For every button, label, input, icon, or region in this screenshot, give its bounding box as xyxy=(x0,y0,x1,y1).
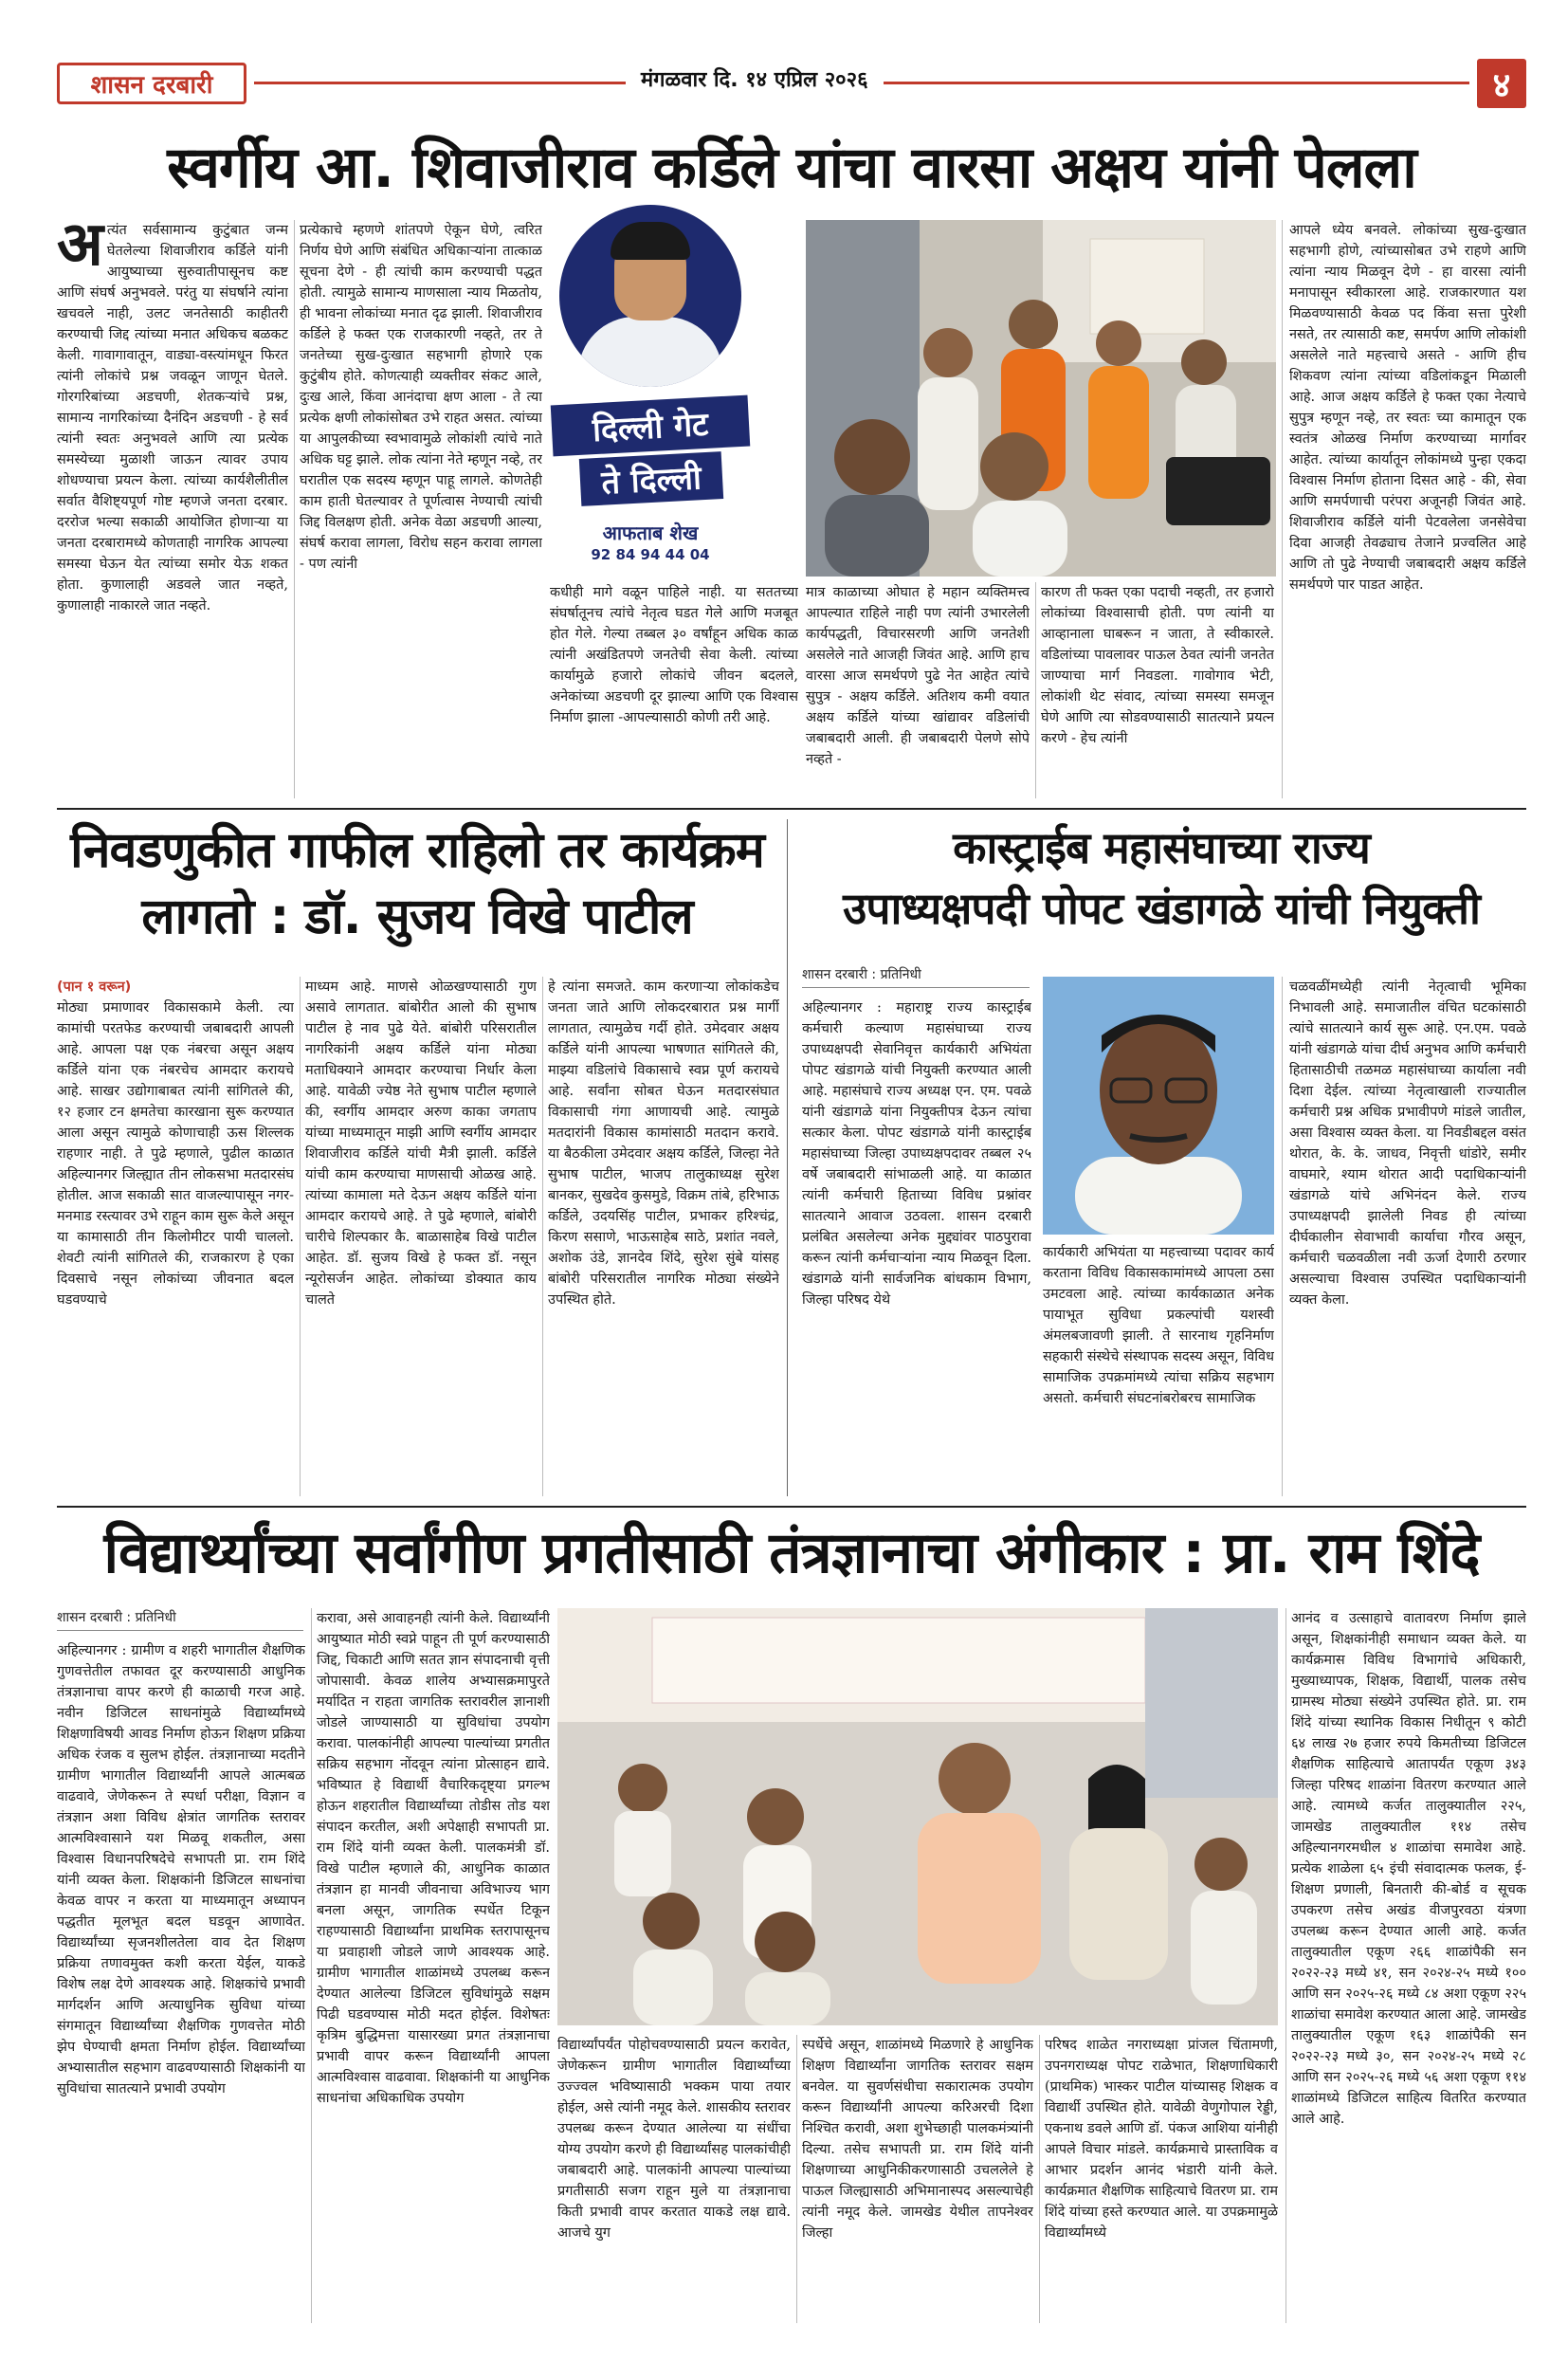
story3-col1: अहिल्यानगर : महाराष्ट्र राज्य कास्ट्राईब कर्मचारी कल्याण महासंघाच्या राज्य उपाध्यक्षपदी सेवानिवृत्त कार्यकारी अभियंता पोपट खंडागळे यांची नियुक्ती करण्यात आली आहे. महासंघाचे राज्य अध्यक्ष एन. एम. पवळे यांनी खंडागळे यांना नियुक्तीपत्र देऊन त्यांचा सत्कार केला. पोपट खंडागळे यांनी कास्ट्राईब महासंघाच्या जिल्हा उपाध्यक्षपदावर तब्बल २५ वर्षे जबाबदारी सांभाळली आहे. या काळात त्यांनी कर्मचारी हिताच्या विविध प्रश्नांवर सातत्याने आवाज उठवला. शासन दरबारी प्रलंबित असलेल्या अनेक मुद्द्यांवर पाठपुरावा करून त्यांनी कर्मचाऱ्यांना न्याय मिळवून दिला. खंडागळे यांनी सार्वजनिक बांधकाम विभाग, जिल्हा परिषद येथे xyxy=(802,1000,1031,1308)
column-divider xyxy=(311,1608,312,2323)
story2-col1-text: मोठ्या प्रमाणावर विकासकामे केली. त्या कामांची परतफेड करण्याची जबाबदारी आपली आहे. आपला पक्ष एक नंबरचा असून अक्षय कर्डिले यांना एक नंबरचेच आमदार करायचे आहे. साखर उद्योगाबाबत त्यांनी सांगितले की, १२ हजार टन क्षमतेचा कारखाना सुरू करण्यात आला असून त्यामुळे कोणाचाही ऊस शिल्लक राहणार नाही. ते पुढे म्हणाले, पुढील काळात अहिल्यानगर जिल्ह्यात तीन लोकसभा मतदारसंघ होतील. आज सकाळी सात वाजल्यापासून नगर-मनमाड रस्त्यावर उभे राहून काम सुरू केले असून या कामासाठी तीन किलोमीटर पायी चाललो. शेवटी त्यांनी सांगितले की, राजकारण हे एका दिवसाचे नसून लोकांच्या जीवनात बदल घडवण्याचे xyxy=(57,1000,294,1308)
story4-col6: आनंद व उत्साहाचे वातावरण निर्माण झाले असून, शिक्षकांनीही समाधान व्यक्त केले. या कार्यक्रमास विविध विभागांचे अधिकारी, मुख्याध्यापक, शिक्षक, विद्यार्थी, पालक तसेच ग्रामस्थ मोठ्या संख्येने उपस्थित होते. प्रा. राम शिंदे यांच्या स्थानिक विकास निधीतून ९ कोटी ६४ लाख २७ हजार रुपये किमतीच्या डिजिटल शैक्षणिक साहित्याचे आतापर्यंत एकूण ३४३ जिल्हा परिषद शाळांना वितरण करण्यात आले आहे. त्यामध्ये कर्जत तालुक्यातील २२५, जामखेड तालुक्यातील ११४ तसेच अहिल्यानगरमधील ४ शाळांचा समावेश आहे. प्रत्येक शाळेला ६५ इंची संवादात्मक फलक, ई-शिक्षण प्रणाली, बिनतारी की-बोर्ड व सूचक उपकरण तसेच अखंड वीजपुरवठा यंत्रणा उपलब्ध करून देण्यात आली आहे. कर्जत तालुक्यातील एकूण २६६ शाळांपैकी सन २०२२-२३ मध्ये ४१, सन २०२४-२५ मध्ये १०० आणि सन २०२५-२६ मध्ये ८४ अशा एकूण २२५ शाळांचा समावेश करण्यात आला आहे. जामखेड तालुक्यातील एकूण १६३ शाळांपैकी सन २०२२-२३ मध्ये ३०, सन २०२४-२५ मध्ये २८ आणि सन २०२५-२६ मध्ये ५६ अशा एकूण ११४ शाळांमध्ये डिजिटल साहित्य वितरित करण्यात आले आहे. xyxy=(1291,1611,1526,2127)
story1-col4: मात्र काळाच्या ओघात हे महान व्यक्तिमत्त्व आपल्यात राहिले नाही पण त्यांनी उभारलेली कार्यपद्धती, विचारसरणी आणि जनतेशी असलेले नाते आजही जिवंत आहे. आणि हाच वारसा आज समर्थपणे पुढे नेत आहेत त्यांचे सुपुत्र - अक्षय कर्डिले. अतिशय कमी वयात अक्षय कर्डिले यांच्या खांद्यावर वडिलांची जबाबदारी आली. ही जबाबदारी पेलणे सोपे नव्हते - xyxy=(806,585,1030,767)
story1-col6: आपले ध्येय बनवले. लोकांच्या सुख-दुःखात सहभागी होणे, त्यांच्यासोबत उभे राहणे आणि त्यांना न्याय मिळवून देणे - हा वारसा त्यांनी मनापासून स्वीकारला आहे. राजकारणात यश मिळवण्यासाठी केवळ पद किंवा सत्ता पुरेशी नसते, तर त्यासाठी कष्ट, समर्पण आणि लोकांशी असलेले नाते महत्त्वाचे असते - आणि हीच शिकवण त्यांना त्यांच्या वडिलांकडून मिळाली आहे. आज अक्षय कर्डिले हे फक्त एका नेत्याचे सुपुत्र म्हणून नव्हे, तर स्वतः च्या कामातून एक स्वतंत्र ओळख निर्माण करण्याच्या मार्गावर आहेत. त्यांच्या कार्यातून लोकांमध्ये पुन्हा एकदा विश्वास निर्माण होताना दिसत आहे - की, सेवा आणि समर्पणाची परंपरा अजूनही जिवंत आहे. शिवाजीराव कर्डिले यांनी पेटवलेला जनसेवेचा दिवा आजही तेवढ्याच तेजाने प्रज्वलित आहे आणि तो पुढे नेण्याची जबाबदारी अक्षय कर्डिले समर्थपणे पार पाडत आहेत. xyxy=(1289,223,1526,593)
story2-headline-line1: निवडणुकीत गाफील राहिलो तर कार्यक्रम xyxy=(70,822,764,879)
section-divider xyxy=(57,808,1526,810)
story4-event-photo xyxy=(557,1608,1278,2025)
story3-headline-line1: कास्ट्राईब महासंघाच्या राज्य xyxy=(953,822,1370,873)
newspaper-logo xyxy=(57,63,246,104)
promo-phone: 92 84 94 44 04 xyxy=(591,546,710,563)
promo-line2: ते दिल्ली xyxy=(579,451,723,506)
story4-col1: अहिल्यानगर : ग्रामीण व शहरी भागातील शैक्षणिक गुणवत्तेतील तफावत दूर करण्यासाठी आधुनिक तंत्रज्ञानाचा वापर करणे ही काळाची गरज आहे. नवीन डिजिटल साधनांमुळे विद्यार्थ्यांमध्ये शिक्षणाविषयी आवड निर्माण होऊन शिक्षण प्रक्रिया अधिक रंजक व सुलभ होईल. तंत्रज्ञानाच्या मदतीने ग्रामीण भागातील विद्यार्थ्यांनी आपले आत्मबळ वाढवावे, जेणेकरून ते स्पर्धा परीक्षा, विज्ञान व तंत्रज्ञान अशा विविध क्षेत्रांत जागतिक स्तरावर आत्मविश्वासाने यश मिळवू शकतील, असा विश्वास विधानपरिषदेचे सभापती प्रा. राम शिंदे यांनी व्यक्त केला. शिक्षकांनी डिजिटल साधनांचा केवळ वापर न करता या माध्यमातून अध्यापन पद्धतीत मूलभूत बदल घडवून आणावेत. विद्यार्थ्यांच्या सृजनशीलतेला वाव देत शिक्षण प्रक्रिया तणावमुक्त कशी करता येईल, याकडे विशेष लक्ष देणे आवश्यक आहे. शिक्षकांचे प्रभावी मार्गदर्शन आणि अत्याधुनिक सुविधा यांच्या संगमातून विद्यार्थ्यांच्या शैक्षणिक गुणवत्तेत मोठी झेप घेण्याची क्षमता निर्माण होईल. विद्यार्थ्यांच्या अभ्यासातील सहभाग वाढवण्यासाठी शिक्षकांनी या सुविधांचा सातत्याने प्रभावी उपयोग xyxy=(57,1643,305,2096)
promo-author: आफताब शेख xyxy=(602,522,699,544)
page-number: ४ xyxy=(1477,59,1526,108)
story4-col3: विद्यार्थ्यांपर्यंत पोहोचवण्यासाठी प्रयत्न करावेत, जेणेकरून ग्रामीण भागातील विद्यार्थ्यांच्या उज्ज्वल भविष्यासाठी भक्कम पाया तयार होईल, असे त्यांनी नमूद केले. शासकीय स्तरावर उपलब्ध करून देण्यात आलेल्या या संधींचा योग्य उपयोग करणे ही विद्यार्थ्यांसह पालकांचीही जबाबदारी आहे. पालकांनी आपल्या पाल्यांच्या प्रगतीसाठी सजग राहून मुले या तंत्रज्ञानाचा किती प्रभावी वापर करतात याकडे लक्ष द्यावे. आजचे युग xyxy=(557,2038,791,2241)
story3-col2: कार्यकारी अभियंता या महत्त्वाच्या पदावर कार्य करताना विविध विकासकामांमध्ये आपला ठसा उमटवला आहे. त्यांच्या कार्यकाळात अनेक पायाभूत सुविधा प्रकल्पांची यशस्वी अंमलबजावणी झाली. ते सारनाथ गृहनिर्माण सहकारी संस्थेचे संस्थापक सदस्य असून, विविध सामाजिक उपक्रमांमध्ये त्यांचा सक्रिय सहभाग असतो. कर्मचारी संघटनांबरोबरच सामाजिक xyxy=(1043,1245,1274,1406)
column-divider xyxy=(1039,2035,1040,2323)
column-divider xyxy=(796,2035,797,2323)
column-divider xyxy=(1282,220,1283,798)
story-divider xyxy=(787,819,788,1496)
portrait-scene xyxy=(1043,977,1274,1235)
story4-col2: करावा, असे आवाहनही त्यांनी केले. विद्यार्थ्यांनी आयुष्यात मोठी स्वप्ने पाहून ती पूर्ण करण्यासाठी जिद्द, चिकाटी आणि सतत ज्ञान संपादनाची वृत्ती जोपासावी. केवळ शालेय अभ्यासक्रमापुरते मर्यादित न राहता जागतिक स्तरावरील ज्ञानाशी जोडले जाण्यासाठी या सुविधांचा उपयोग करावा. पालकांनीही आपल्या पाल्यांच्या प्रगतीत सक्रिय सहभाग नोंदवून त्यांना प्रोत्साहन द्यावे. भविष्यात हे विद्यार्थी वैचारिकदृष्ट्या प्रगल्भ होऊन शहरातील विद्यार्थ्यांच्या तोडीस तोड यश संपादन करतील, अशी अपेक्षाही सभापती प्रा. राम शिंदे यांनी व्यक्त केली. पालकमंत्री डॉ. विखे पाटील म्हणाले की, आधुनिक काळात तंत्रज्ञान हा मानवी जीवनाचा अविभाज्य भाग बनला असून, जागतिक स्पर्धेत टिकून राहण्यासाठी विद्यार्थ्यांना प्राथमिक स्तरापासूनच या प्रवाहाशी जोडले जाणे आवश्यक आहे. ग्रामीण भागातील शाळांमध्ये उपलब्ध करून देण्यात आलेल्या डिजिटल सुविधांमुळे सक्षम पिढी घडवण्यास मोठी मदत होईल. विशेषतः कृत्रिम बुद्धिमत्ता यासारख्या प्रगत तंत्रज्ञानाचा प्रभावी वापर करून विद्यार्थ्यांनी आपला आत्मविश्वास वाढवावा. शिक्षकांनी या आधुनिक साधनांचा अधिकाधिक उपयोग xyxy=(317,1611,550,2106)
story1-headline: स्वर्गीय आ. शिवाजीराव कर्डिले यांचा वारसा अक्षय यांनी पेलला xyxy=(167,135,1416,201)
story2-col1 xyxy=(57,977,294,1496)
column-divider xyxy=(300,977,301,1496)
story1-photo-scene xyxy=(806,220,1276,577)
promo-line1: दिल्ली गेट xyxy=(551,395,751,457)
story1-dropcap: अ xyxy=(57,220,103,280)
column-divider xyxy=(542,977,543,1496)
story1-col2: प्रत्येकाचे म्हणणे शांतपणे ऐकून घेणे, त्वरित निर्णय घेणे आणि संबंधित अधिकाऱ्यांना तात्काळ सूचना देणे - ही त्यांची काम करण्याची पद्धत होती. त्यामुळे सामान्य माणसाला न्याय मिळतोय, ही भावना लोकांच्या मनात दृढ झाली. शिवाजीराव कर्डिले हे फक्त एक राजकारणी नव्हते, तर ते जनतेच्या सुख-दुःखात सहभागी होणारे एक कुटुंबीय होते. कोणत्याही व्यक्तीवर संकट आले, दुःख आले, किंवा आनंदाचा क्षण आला - ते त्या प्रत्येक क्षणी लोकांसोबत उभे राहत असत. त्यांच्या या आपुलकीच्या स्वभावामुळे लोकांशी त्यांचे नाते अधिक घट्ट झाले. लोक त्यांना नेते म्हणून नव्हे, तर घरातील एक सदस्य म्हणून पाहू लागले. कोणतेही काम हाती घेतल्यावर ते पूर्णत्वास नेण्याची त्यांची जिद्द विलक्षण होती. अनेक वेळा अडचणी आल्या, संघर्ष करावा लागला, विरोध सहन करावा लागला - पण त्यांनी xyxy=(300,223,542,572)
event-scene xyxy=(557,1608,1278,2025)
story3-col3: चळवळींमध्येही त्यांनी नेतृत्वाची भूमिका निभावली आहे. समाजातील वंचित घटकांसाठी त्यांचे सातत्याने कार्य सुरू आहे. एन.एम. पवळे यांनी खंडागळे यांचा दीर्घ अनुभव आणि कर्मचारी हितासाठीची तळमळ महासंघाच्या कार्याला नवी दिशा देईल. त्यांच्या नेतृत्वाखाली राज्यातील कर्मचारी प्रश्न अधिक प्रभावीपणे मांडले जातील, असा विश्वास व्यक्त केला. या निवडीबद्दल वसंत थोरात, के. के. जाधव, निवृत्ती धांडोरे, समीर वाघमारे, श्याम थोरात आदी पदाधिकाऱ्यांनी खंडागळे यांचे अभिनंदन केले. राज्य उपाध्यक्षपदी झालेली निवड ही त्यांच्या दीर्घकालीन सेवाभावी कार्याचा गौरव असून, कर्मचारी चळवळीला नवी ऊर्जा देणारी ठरणार असल्याचा विश्वास उपस्थित पदाधिकाऱ्यांनी व्यक्त केला. xyxy=(1289,979,1526,1308)
issue-date: मंगळवार दि. १४ एप्रिल २०२६ xyxy=(626,64,884,93)
story2-col2: माध्यम आहे. माणसे ओळखण्यासाठी गुण असावे लागतात. बांबोरीत आलो की सुभाष पाटील हे नाव पुढे येते. बांबोरी परिसरातील नागरिकांनी अक्षय कर्डिले यांना मोठ्या मताधिक्याने आमदार करण्याचा निर्धार केला आहे. यावेळी ज्येष्ठ नेते सुभाष पाटील म्हणाले की, स्वर्गीय आमदार अरुण काका जगताप यांच्या माध्यमातून माझी आणि स्वर्गीय आमदार शिवाजीराव कर्डिले यांची मैत्री झाली. कर्डिले यांची काम करण्याचा माणसाची ओळख आहे. त्यांच्या कामाला मते देऊन अक्षय कर्डिले यांना आमदार करायचे आहे. ते पुढे म्हणाले, बांबोरी चारीचे शिल्पकार कै. बाळासाहेब विखे पाटील आहेत. डॉ. सुजय विखे हे फक्त डॉ. नसून न्यूरोसर्जन आहेत. लोकांच्या डोक्यात काय चालते xyxy=(305,979,537,1308)
story1-photo xyxy=(806,220,1276,577)
logo-text: शासन दरबारी xyxy=(90,71,213,100)
column-divider xyxy=(294,220,295,798)
column-divider xyxy=(1285,1608,1286,2323)
story3-byline: शासन दरबारी : प्रतिनिधी xyxy=(802,965,1030,988)
story1-col1-text: त्यंत सर्वसामान्य कुटुंबात जन्म घेतलेल्या शिवाजीराव कर्डिले यांनी आयुष्याच्या सुरुवातीपासूनच कष्ट आणि संघर्ष अनुभवले. परंतु या संघर्षाने त्यांना खचवले नाही, उलट जनतेसाठी काहीतरी करण्याची जिद्द त्यांच्या मनात अधिकच बळकट केली. गावागावातून, वाड्या-वस्त्यांमधून फिरत त्यांनी लोकांचे प्रश्न जवळून जाणून घेतले. गोरगरिबांच्या अडचणी, शेतकऱ्यांचे प्रश्न, सामान्य नागरिकांच्या दैनंदिन अडचणी - हे सर्व त्यांनी स्वतः अनुभवले आणि त्या प्रत्येक समस्येच्या मुळाशी जाऊन त्यावर उपाय शोधण्याचा प्रयत्न केला. त्यांच्या कार्यशैलीतील सर्वात वैशिष्ट्यपूर्ण गोष्ट म्हणजे जनता दरबार. दररोज भल्या सकाळी आयोजित होणाऱ्या या जनता दरबारामध्ये कोणताही नागरिक आपल्या समस्या घेऊन येत त्यांच्या समोर येऊ शकत होता. कुणालाही अडवले जात नव्हते, कुणालाही नाकारले जात नव्हते. xyxy=(57,223,288,613)
story4-col5: परिषद शाळेत नगराध्यक्षा प्रांजल चिंतामणी, उपनगराध्यक्ष पोपट राळेभात, शिक्षणाधिकारी (प्राथमिक) भास्कर पाटील यांच्यासह शिक्षक व विद्यार्थी उपस्थित होते. यावेळी वेणुगोपाल रेड्डी, एकनाथ डवले आणि डॉ. पंकज आशिया यांनीही आपले विचार मांडले. कार्यक्रमाचे प्रास्ताविक व आभार प्रदर्शन आनंद भंडारी यांनी केले. कार्यक्रमात शैक्षणिक साहित्याचे वितरण प्रा. राम शिंदे यांच्या हस्ते करण्यात आले. या उपक्रमामुळे विद्यार्थ्यांमध्ये xyxy=(1045,2038,1278,2241)
column-promo-badge xyxy=(552,201,749,578)
story2-col3: हे त्यांना समजते. काम करणाऱ्या लोकांकडेच जनता जाते आणि लोकदरबारात प्रश्न मार्गी लागतात, त्यामुळेच गर्दी होते. उमेदवार अक्षय कर्डिले यांनी आपल्या भाषणात सांगितले की, माझ्या वडिलांचे विकासाचे स्वप्न पूर्ण करायचे आहे. सर्वांना सोबत घेऊन मतदारसंघात विकासाची गंगा आणायची आहे. त्यामुळे मतदारांनी विकास कामांसाठी मतदान करावे. या बैठकीला उमेदवार अक्षय कर्डिले, जिल्हा नेते सुभाष पाटील, भाजप तालुकाध्यक्ष सुरेश बानकर, सुखदेव कुसमुडे, विक्रम तांबे, हरिभाऊ कर्डिले, उदयसिंह पाटील, प्रभाकर हरिश्चंद्र, किरण ससाणे, भाऊसाहेब साठे, प्रशांत नवले, अशोक उंडे, ज्ञानदेव शिंदे, सुरेश सुंबे यांसह बांबोरी परिसरातील नागरिक मोठ्या संख्येने उपस्थित होते. xyxy=(548,979,779,1308)
column-divider xyxy=(1282,977,1283,1496)
story2-continued-tag: (पान १ वरून) xyxy=(57,979,132,995)
story3-headline-line2: उपाध्यक्षपदी पोपट खंडागळे यांची नियुक्ती xyxy=(843,883,1480,934)
story2-headline-line2: लागतो : डॉ. सुजय विखे पाटील xyxy=(141,888,693,945)
column-divider xyxy=(1035,582,1036,798)
story3-portrait-photo xyxy=(1043,977,1274,1235)
story1-col5: कारण ती फक्त एका पदाची नव्हती, तर हजारो लोकांच्या विश्वासाची होती. पण त्यांनी या आव्हानाला घाबरून न जाता, ते स्वीकारले. वडिलांच्या पावलावर पाऊल ठेवत त्यांनी जनतेत जाण्याचा मार्ग निवडला. गावोगाव भेटी, लोकांशी थेट संवाद, त्यांच्या समस्या समजून घेणे आणि त्या सोडवण्यासाठी सातत्याने प्रयत्न करणे - हेच त्यांनी xyxy=(1041,585,1274,746)
story4-col4: स्पर्धेचे असून, शाळांमध्ये मिळणारे हे आधुनिक शिक्षण विद्यार्थ्यांना जागतिक स्तरावर सक्षम बनवेल. या सुवर्णसंधीचा सकारात्मक उपयोग करून विद्यार्थ्यांनी आपल्या करिअरची दिशा निश्चित करावी, अशा शुभेच्छाही पालकमंत्र्यांनी दिल्या. तसेच सभापती प्रा. राम शिंदे यांनी शिक्षणाच्या आधुनिकीकरणासाठी उचललेले हे पाऊल जिल्ह्यासाठी अभिमानास्पद असल्याचेही त्यांनी नमूद केले. जामखेड येथील तापनेश्वर जिल्हा xyxy=(802,2038,1033,2241)
story4-byline: शासन दरबारी : प्रतिनिधी xyxy=(57,1608,303,1631)
story4-headline: विद्यार्थ्यांच्या सर्वांगीण प्रगतीसाठी तंत्रज्ञानाचा अंगीकार : प्रा. राम शिंदे xyxy=(103,1520,1480,1586)
masthead xyxy=(57,59,1526,114)
story1-col1 xyxy=(57,220,288,798)
columnist-portrait xyxy=(559,205,741,387)
story1-col3: कधीही मागे वळून पाहिले नाही. या सततच्या संघर्षातूनच त्यांचे नेतृत्व घडत गेले आणि मजबूत होत गेले. गेल्या तब्बल ३० वर्षांहून अधिक काळ त्यांनी अखंडितपणे जनतेची सेवा केली. त्यांच्या कार्यामुळे हजारो लोकांचे जीवन बदलले, अनेकांच्या अडचणी दूर झाल्या आणि एक विश्वास निर्माण झाला -आपल्यासाठी कोणी तरी आहे. xyxy=(550,585,798,725)
section-divider xyxy=(57,1506,1526,1508)
